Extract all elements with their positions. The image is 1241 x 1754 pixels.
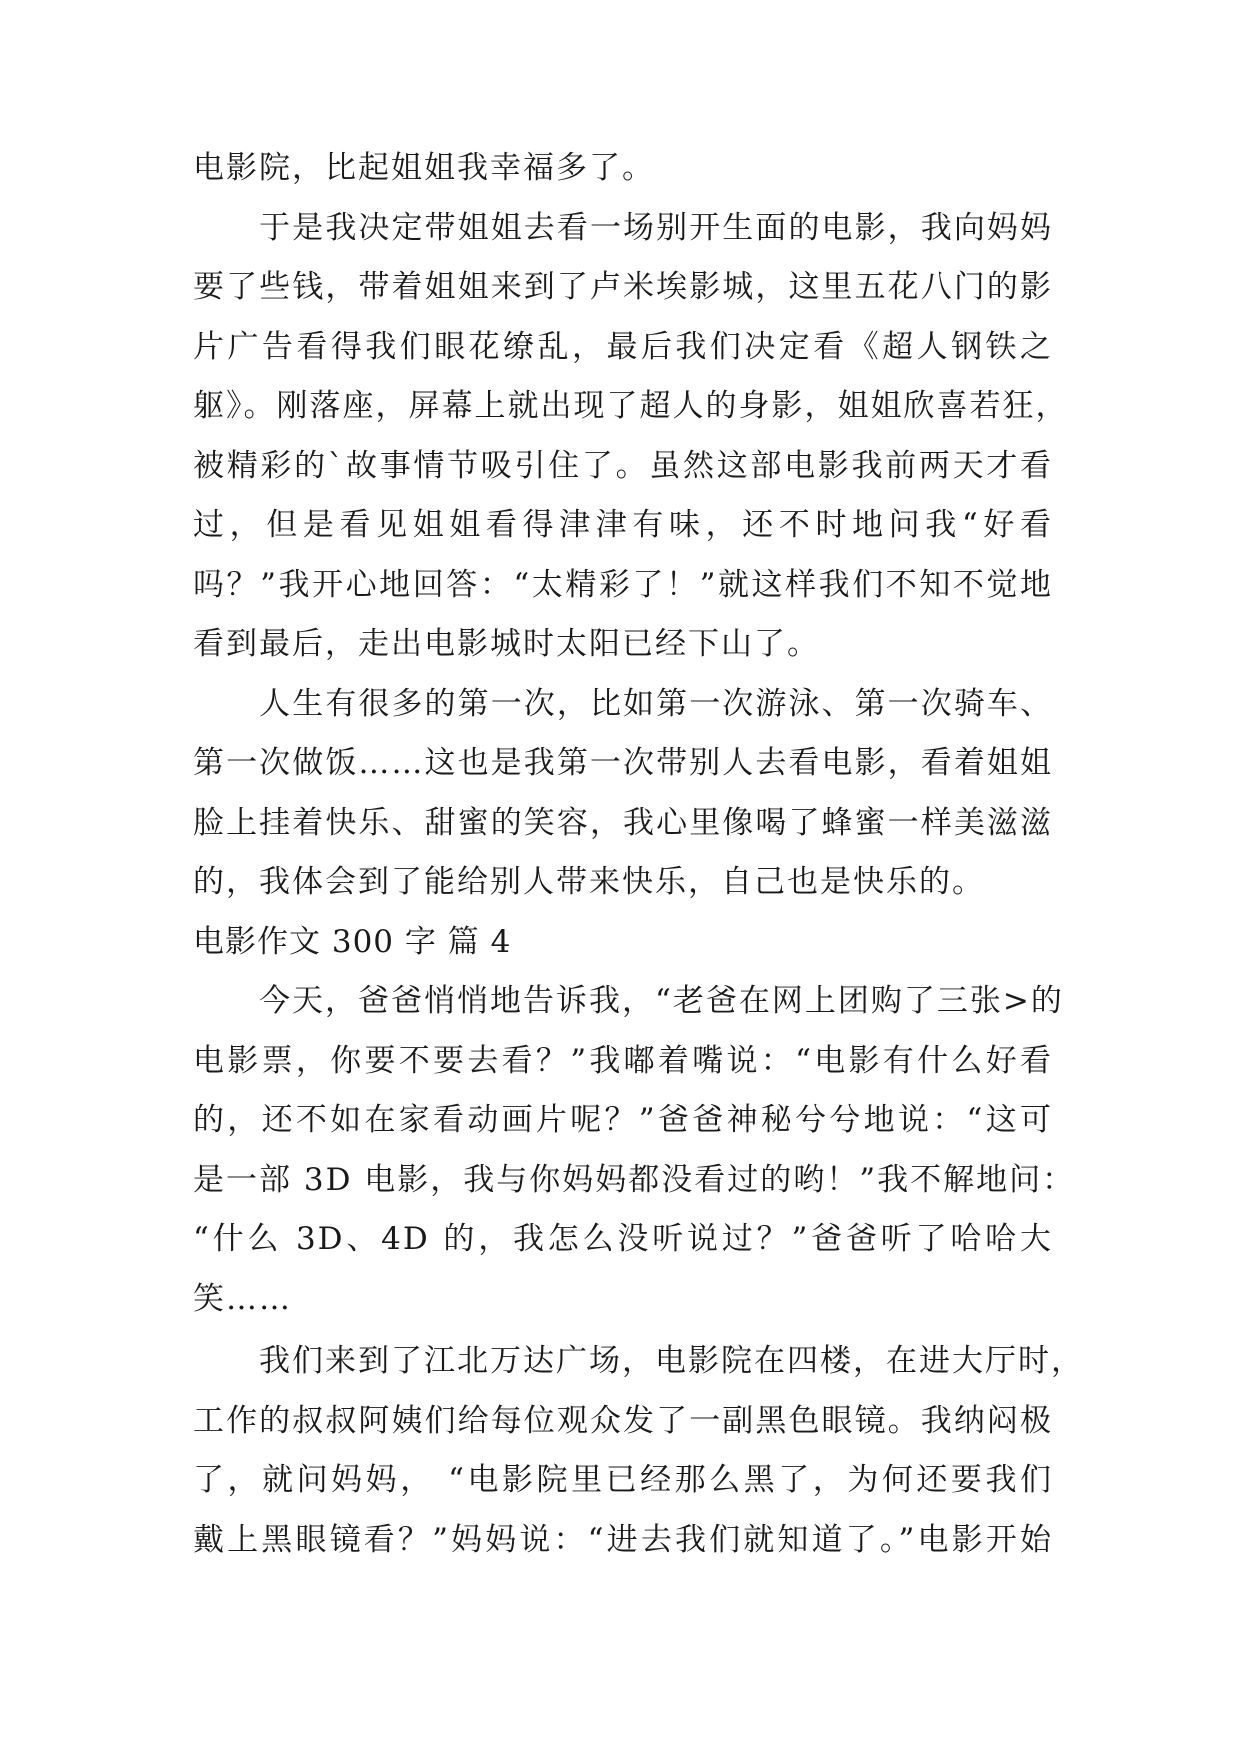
text-line: 电影票，你要不要去看？”我嘟着嘴说：“电影有什么好看 bbox=[193, 1043, 1053, 1079]
paragraph-first-line: 我们来到了江北万达广场，电影院在四楼，在进大厅时， bbox=[193, 1343, 1084, 1379]
text-line: 吗？”我开心地回答：“太精彩了！”就这样我们不知不觉地 bbox=[193, 567, 1053, 603]
paragraph-first-line: 今天，爸爸悄悄地告诉我，“老爸在网上团购了三张>的 bbox=[193, 983, 1064, 1019]
text-line: 脸上挂着快乐、甜蜜的笑容，我心里像喝了蜂蜜一样美滋滋 bbox=[193, 805, 1053, 841]
text-line: 戴上黑眼镜看？”妈妈说：“进去我们就知道了。”电影开始 bbox=[193, 1522, 1053, 1558]
section-heading: 电影作文 300 字 篇 4 bbox=[193, 924, 512, 960]
paragraph-first-line: 于是我决定带姐姐去看一场别开生面的电影，我向妈妈 bbox=[193, 210, 1053, 246]
text-line: 被精彩的`故事情节吸引住了。虽然这部电影我前两天才看 bbox=[193, 448, 1053, 484]
text-line: 笑…… bbox=[193, 1281, 292, 1317]
text-line: 片广告看得我们眼花缭乱，最后我们决定看《超人钢铁之 bbox=[193, 329, 1053, 365]
text-line: 电影院，比起姐姐我幸福多了。 bbox=[193, 150, 655, 186]
text-line: 要了些钱，带着姐姐来到了卢米埃影城，这里五花八门的影 bbox=[193, 269, 1053, 305]
paragraph-first-line: 人生有很多的第一次，比如第一次游泳、第一次骑车、 bbox=[193, 686, 1053, 722]
text-line: 看到最后，走出电影城时太阳已经下山了。 bbox=[193, 626, 820, 662]
text-line: 的，还不如在家看动画片呢？”爸爸神秘兮兮地说：“这可 bbox=[193, 1102, 1053, 1138]
text-line: 的，我体会到了能给别人带来快乐，自己也是快乐的。 bbox=[193, 864, 985, 900]
text-line: 第一次做饭……这也是我第一次带别人去看电影，看着姐姐 bbox=[193, 745, 1053, 781]
text-line: 是一部 3D 电影，我与你妈妈都没看过的哟！”我不解地问： bbox=[193, 1162, 1076, 1198]
text-line: 过，但是看见姐姐看得津津有味，还不时地问我“好看 bbox=[193, 507, 1053, 543]
text-line: 躯》。刚落座，屏幕上就出现了超人的身影，姐姐欣喜若狂， bbox=[193, 388, 1069, 424]
text-line: 了，就问妈妈， “电影院里已经那么黑了，为何还要我们 bbox=[193, 1462, 1053, 1498]
text-line: 工作的叔叔阿姨们给每位观众发了一副黑色眼镜。我纳闷极 bbox=[193, 1403, 1053, 1439]
text-line: “什么 3D、4D 的，我怎么没听说过？”爸爸听了哈哈大 bbox=[193, 1221, 1053, 1257]
